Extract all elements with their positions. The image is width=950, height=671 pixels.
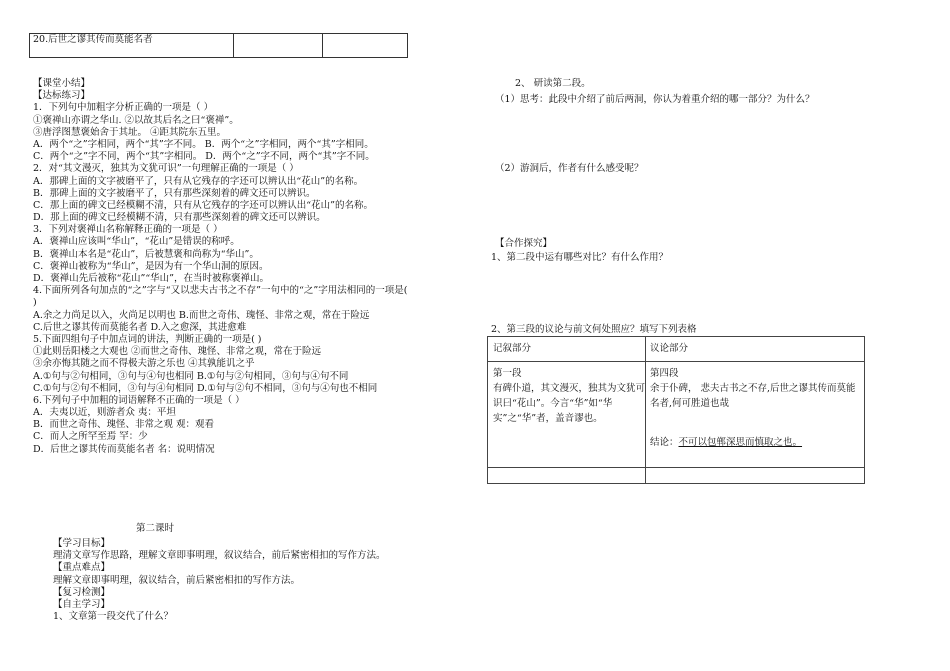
exercise-line: ①褒禅山亦谓之华山. ②以故其后名之曰“褒禅”。 — [33, 114, 239, 126]
narrative-line: 第一段 — [493, 368, 522, 379]
conclusion-label: 结论： — [650, 437, 679, 448]
table-head-argument: 议论部分 — [650, 343, 689, 354]
section-line: 理解文章即事明理，叙议结合，前后紧密相扣的写作方法。 — [53, 574, 301, 586]
coop-question-1: 1、第二段中运有哪些对比？有什么作用？ — [491, 252, 669, 263]
exercise-line: ③余亦悔其随之而不得极夫游之乐也 ④其孰能讥之乎 — [33, 358, 255, 370]
question-1: （1）思考：此段中介绍了前后两洞，你认为着重介绍的哪一部分？为什么？ — [495, 94, 815, 105]
exercise-line: A.①句与②句相同，③句与④句也相同 B.①句与②句相同，③句与④句不同 — [33, 370, 349, 382]
argument-line: 名者,何可胜道也哉 — [650, 398, 730, 409]
exercise-line: 6.下列句子中加粗的词语解释不正确的一项是（ ） — [33, 394, 245, 406]
left-exercise-column — [33, 78, 407, 456]
exercise-line: A．褒禅山应该叫“华山”，“花山”是错误的称呼。 — [33, 236, 240, 248]
section-line: 理清文章写作思路，理解文章即事明理，叙议结合，前后紧密相扣的写作方法。 — [53, 550, 386, 562]
exercise-line: C．而人之所罕至焉 罕：少 — [33, 431, 148, 443]
exercise-line: A．两个“之”字相同，两个“其”字不同。 B．两个“之”字相同，两个“其”字相同。 — [33, 138, 374, 150]
exercise-line: D．后世之谬其传而莫能名者 名：说明情况 — [33, 443, 215, 455]
section-line: 【自主学习】 — [53, 598, 111, 610]
argument-line: 第四段 — [650, 368, 679, 379]
table-narrative-cell — [493, 366, 645, 426]
exercise-line: D．那上面的碑文已经模糊不清，只有那些深刻着的碑文还可以辨识。 — [33, 212, 326, 224]
second-period-section — [53, 538, 386, 623]
section-line: 1、文章第一段交代了什么？ — [53, 611, 174, 623]
narrative-line: 实”之“华”者，盖音谬也。 — [493, 413, 603, 424]
exercise-line: 2．对“其文漫灭，独其为文犹可识”一句理解正确的一项是（ ） — [33, 163, 299, 175]
exercise-line: 【达标练习】 — [33, 90, 91, 102]
exercise-line: ③唐浮图慧褒始舍于其址。 ④距其院东五里。 — [33, 126, 227, 138]
conclusion-text: 不可以包郸深思而慎取之也。 — [678, 437, 803, 448]
exercise-line: C．那上面的碑文已经模糊不清，只有从它残存的字还可以辨认出“花山”的名称。 — [33, 199, 373, 211]
exercise-line: B．而世之奇伟、瑰怪、非常之观 观：观看 — [33, 419, 215, 431]
exercise-line: 5.下面四组句子中加点词的讲法，判断正确的一项是( ) — [33, 333, 262, 345]
exercise-line: ) — [33, 297, 37, 309]
exercise-line: A.余之力尚足以入，火尚足以明也 B.而世之奇伟、瑰怪、非常之观，常在于险远 — [33, 309, 370, 321]
narrative-line: 有碑仆道，其文漫灭，独其为文犹可 — [493, 383, 646, 394]
exercise-line: B．褒禅山本名是“花山”，后被慧褒和尚称为“华山”。 — [33, 248, 259, 260]
exercise-line: A．夫夷以近，则游者众 夷：平坦 — [33, 407, 176, 419]
exercise-line: D．褒禅山先后被称“花山”“华山”，在当时被称褒禅山。 — [33, 273, 270, 284]
top-table-cell-blank — [323, 34, 408, 58]
exercise-line: C．褒禅山被称为“华山”，是因为有一个华山洞的原因。 — [33, 260, 269, 272]
exercise-line: C．两个“之”字不同，两个“其”字相同。 D．两个“之”字不同，两个“其”字不同。 — [33, 151, 375, 163]
table-conclusion — [650, 435, 802, 450]
exercise-line: C.①句与②句不相同，③句与④句相同 D.①句与②句不相同，③句与④句也不相同 — [33, 382, 378, 394]
second-period-title: 第二课时 — [136, 523, 175, 534]
top-table-cell-blank — [234, 34, 323, 58]
comparison-table — [487, 336, 865, 484]
top-table-cell-text: 20.后世之谬其传而莫能名者 — [30, 34, 234, 58]
coop-title: 【合作探究】 — [495, 238, 553, 249]
coop-question-2: 2、第三段的议论与前文何处照应？填写下列表格 — [491, 324, 697, 335]
section-line: 【重点难点】 — [53, 562, 111, 574]
question-2: （2）游洞后，作者有什么感受呢？ — [495, 163, 644, 174]
exercise-line: C.后世之谬其传而莫能名者 D.入之愈深，其进愈难 — [33, 321, 247, 333]
argument-line: 余于仆碑， 悲夫古书之不存,后世之谬其传而莫能 — [650, 383, 856, 394]
exercise-line: ①此则岳阳楼之大观也 ②而世之奇伟、瑰怪、非常之观，常在于险远 — [33, 346, 322, 358]
table-head-narrative: 记叙部分 — [493, 343, 532, 354]
exercise-line: 【课堂小结】 — [33, 78, 91, 89]
table-argument-cell — [650, 366, 856, 411]
exercise-line: 3．下列对褒禅山名称解释正确的一项是（ ） — [33, 224, 223, 236]
exercise-line: 1．下列句中加粗字分析正确的一项是（ ） — [33, 102, 214, 114]
exercise-line: 4.下面所列各句加点的“之”字与“又以悲夫古书之不存”一句中的“之”字用法相同的一项是( — [33, 285, 408, 297]
top-table — [29, 33, 408, 58]
narrative-line: 识曰“花山”。今言“华”如“华 — [493, 398, 613, 409]
exercise-line: B．那碑上面的文字被磨平了，只有那些深刻着的碑文还可以辨识。 — [33, 187, 316, 199]
section-line: 【复习检测】 — [53, 586, 111, 598]
study-second-paragraph: 2、 研读第二段。 — [515, 78, 591, 89]
section-line: 【学习目标】 — [53, 538, 111, 549]
exercise-line: A．那碑上面的文字被磨平了，只有从它残存的字还可以辨认出“花山”的名称。 — [33, 175, 364, 187]
